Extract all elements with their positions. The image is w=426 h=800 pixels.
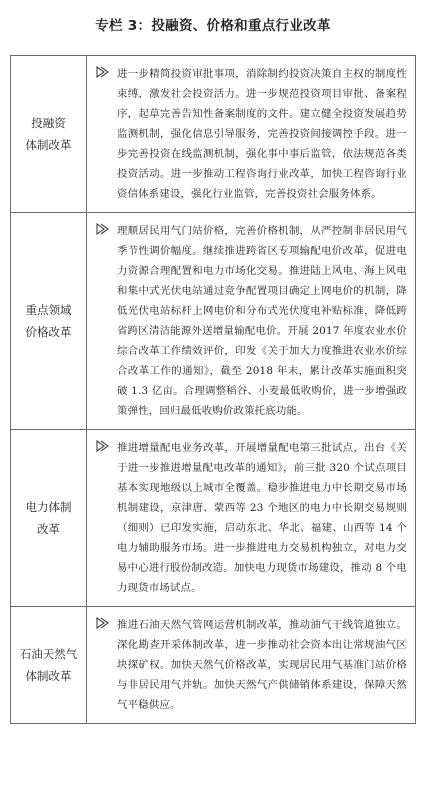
page-title: 专栏 3：投融资、价格和重点行业改革: [95, 18, 331, 34]
section-text: 进一步精简投资审批事项，消除制约投资决策自主权的制度性束缚，激发社会投资活力。进一步规范投资项目审批、备案程序，起草完善告知性备案制度的文件。建立健全投资发展趋势监测机制，强化信息引导服务，完善投资间接调控手段。进一步完善投资在线监测机制，强化事中事后监管，依法规范各类投资活动。进一步推动工程咨询行业改革，加快工程咨询行业资信体系建设，强化行业监管，完善投资社会服务体系。: [117, 68, 407, 200]
category-cell: [11, 607, 87, 724]
category-cell: [11, 430, 87, 607]
content-cell: [87, 430, 416, 607]
table-row: [11, 430, 416, 607]
table-row: [11, 607, 416, 724]
category-label: 投融资: [31, 116, 66, 130]
section-text: 推进石油天然气管网运营机制改革，推动油气干线管道独立。深化勘查开采体制改革，进一步推动社会资本出让常规油气区块探矿权。加快天然气价格改革，实现居民用气基准门站价格与非居民用气并轨。加快天然气产供储销体系建设，保障天然气平稳供应。: [117, 619, 407, 711]
section-text: 推进增量配电业务改革，开展增量配电第三批试点，出台《关于进一步推进增量配电改革的通知》，前三批 320 个试点项目基本实现地级以上城市全覆盖。稳步推进电力中长期交易市场机制建设，京津唐、蒙西等 23 个地区的电力中长期交易规则（细则）已印发实施，启动东北、华北、福建、山西等 14 个电力辅助服务市场。进一步推进电力交易机构独立，对电力交易中心进行股份制改造。加快电力现货市场建设，推动 8 个电力现货市场试点。: [117, 442, 407, 594]
diamond-bullet-icon: [96, 222, 109, 236]
reform-table: [10, 55, 416, 724]
diamond-bullet-icon: [96, 616, 109, 630]
category-label: 改革: [37, 522, 60, 536]
category-label: 体制改革: [25, 669, 72, 683]
content-cell: [87, 56, 416, 213]
category-cell: [11, 56, 87, 213]
content-cell: [87, 213, 416, 430]
category-label: 重点领域: [25, 303, 72, 317]
diamond-bullet-icon: [96, 65, 109, 79]
table-row: [11, 213, 416, 430]
diamond-bullet-icon: [96, 439, 109, 453]
category-label: 价格改革: [25, 325, 72, 339]
category-label: 电力体制: [25, 500, 72, 514]
table-row: [11, 56, 416, 213]
category-label: 体制改革: [25, 138, 72, 152]
category-cell: [11, 213, 87, 430]
category-label: 石油天然气: [19, 647, 78, 661]
content-cell: [87, 607, 416, 724]
section-text: 理顺居民用气门站价格，完善价格机制，从严控制非居民用气季节性调价幅度。继续推进跨省区专项输配电价改革，促进电力资源合理配置和电力市场化交易。推进陆上风电、海上风电和集中式光伏电站通过竞争配置项目确定上网电价的机制，降低光伏电站标杆上网电价和分布式光伏度电补贴标准，降低跨省跨区清洁能源外送增量输配电价。开展 2017 年度农业水价综合改革工作绩效评价，印发《关于加大力度推进农业水价综合改革工作的通知》，截至 2018 年末，累计改革实施面积突破 1.3 亿亩。合理调整稻谷、小麦最低收购价，进一步增强政策弹性，回归最低收购价政策托底功能。: [117, 225, 407, 417]
